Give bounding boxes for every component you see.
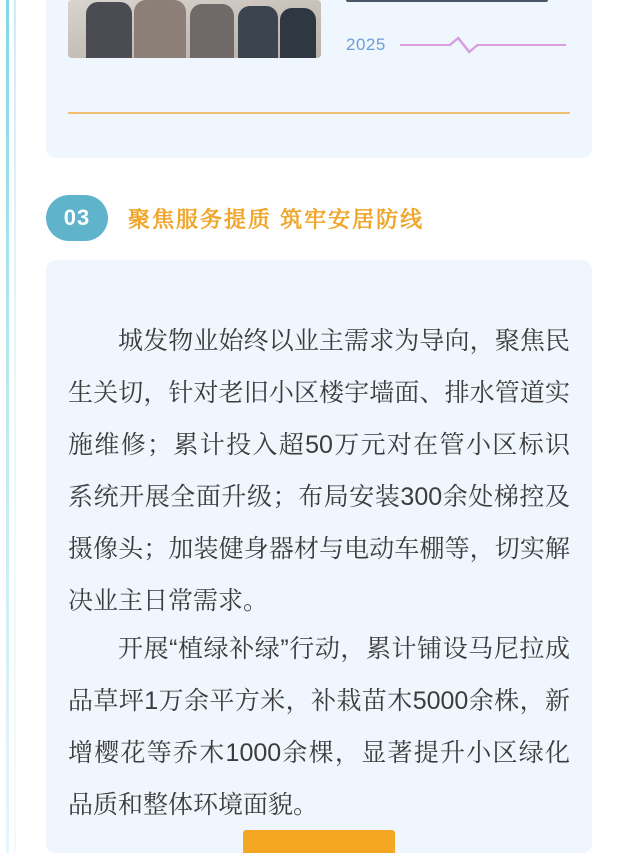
body-paragraph: 城发物业始终以业主需求为导向，聚焦民生关切，针对老旧小区楼宇墙面、排水管道实施维修；累计投入超50万元对在管小区标识系统开展全面升级；布局安装300余处梯控及摄像头；加装健身器材与电动车棚等，切实解决业主日常需求。 <box>68 327 570 615</box>
cta-button[interactable] <box>243 830 395 853</box>
photo-figure <box>280 8 316 58</box>
photo-figure <box>238 6 278 58</box>
photo-figure <box>86 2 132 58</box>
pulse-line-icon <box>400 36 566 54</box>
photo-figure <box>134 0 186 58</box>
decorative-rail-outer <box>6 0 9 853</box>
photo-figure <box>190 4 234 58</box>
section-heading <box>46 194 592 242</box>
year-label: 2025 <box>346 35 386 54</box>
group-photo <box>68 0 321 58</box>
card-divider <box>68 112 570 114</box>
section-title: 聚焦服务提质 筑牢安居防线 <box>128 206 425 232</box>
year-indicator <box>346 30 566 60</box>
mini-bar-chart <box>346 0 548 2</box>
section-number-badge: 03 <box>46 195 108 241</box>
decorative-rail-inner <box>14 0 16 853</box>
section-body-card <box>46 260 592 853</box>
body-paragraph: 开展“植绿补绿”行动，累计铺设马尼拉成品草坪1万余平方米，补栽苗木5000余株，新增樱花等乔木1000余棵，显著提升小区绿化品质和整体环境面貌。 <box>68 635 570 819</box>
previous-section-card <box>46 0 592 158</box>
